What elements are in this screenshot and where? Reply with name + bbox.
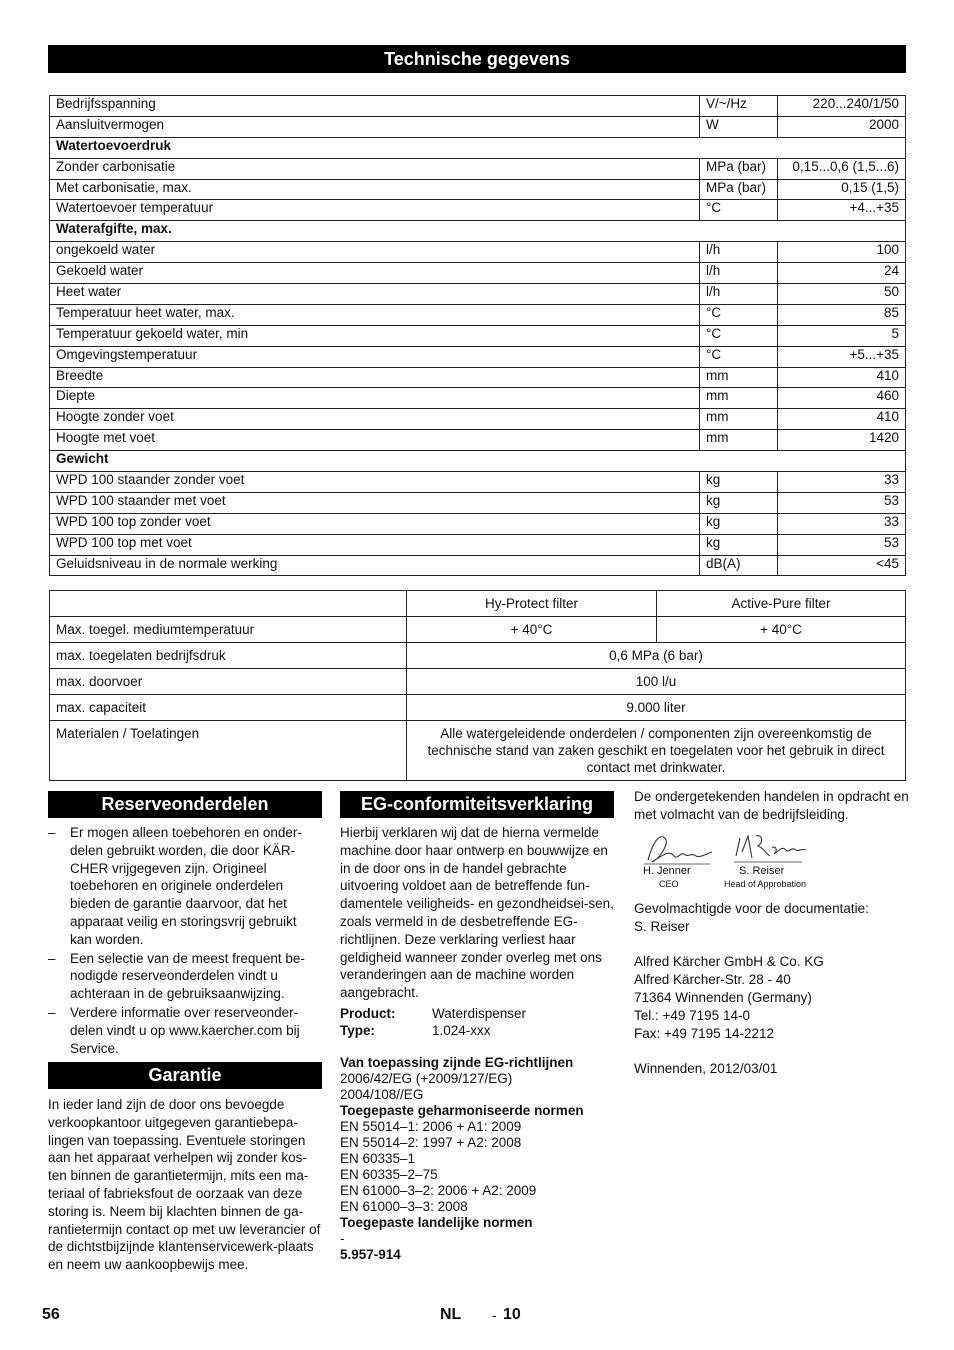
harmonised-item: EN 61000–3–3: 2008: [340, 1199, 468, 1214]
table-row: [50, 116, 906, 137]
spec-unit: °C: [700, 346, 778, 367]
section-title-spare-parts: Reserveonderdelen: [48, 791, 322, 818]
table-row: [50, 430, 906, 451]
spec-unit: °C: [700, 200, 778, 221]
filter-table-row: [50, 695, 906, 721]
list-item: [48, 824, 322, 949]
spec-value: 53: [778, 492, 906, 513]
dash-bullet: –: [48, 950, 56, 966]
spec-unit: dB(A): [700, 555, 778, 576]
spec-label: Heet water: [50, 284, 700, 305]
section-title-warranty: Garantie: [48, 1062, 322, 1089]
signer-name: S. Reiser: [739, 865, 785, 877]
spec-label: Omgevingstemperatuur: [50, 346, 700, 367]
spec-value: 53: [778, 534, 906, 555]
product-info: [340, 1006, 614, 1039]
warranty-text: In ieder land zijn de door ons bevoegde verkoopkantoor uitgegeven garantiebepa-lingen van toepassing. Eventuele storingen aan het apparaat verhelpen wij zonder kos-ten binnen de garantietermijn, mits een ma-teriaal of fabrieksfout de oorzaak van deze storing is. Neem bij klachten binnen de ga-rantietermijn contact op met uw leverancier of de dichtstbijzijnde klantenservicewerk-plaats en neem uw aankoopbewijs mee.: [48, 1097, 321, 1273]
spec-value: 100: [778, 242, 906, 263]
product-value: Waterdispenser: [432, 1006, 527, 1021]
signer-role: CEO: [659, 879, 679, 889]
spec-label: WPD 100 top zonder voet: [50, 513, 700, 534]
table-section-row: [50, 451, 906, 472]
spec-value: 33: [778, 472, 906, 493]
spec-value: 460: [778, 388, 906, 409]
table-row: [50, 388, 906, 409]
spare-parts-list: [48, 824, 322, 1058]
filter-row-value: 100 l/u: [407, 669, 906, 695]
signature-reiser: [730, 828, 810, 868]
directive-item: 2006/42/EG (+2009/127/EG): [340, 1071, 513, 1086]
spec-unit: l/h: [700, 263, 778, 284]
place-date: Winnenden, 2012/03/01: [634, 1061, 778, 1077]
signatory-intro: De ondergetekenden handelen in opdracht en met volmacht van de bedrijfsleiding.: [634, 789, 909, 822]
documentation-name: S. Reiser: [634, 918, 690, 934]
harmonised-heading: Toegepaste geharmoniseerde normen: [340, 1103, 584, 1118]
list-item-text: Een selectie van de meest frequent be-nodigde reserveonderdelen vindt u achteraan in de gebruiksaanwijzing.: [70, 950, 305, 1002]
spec-label: Hoogte met voet: [50, 430, 700, 451]
filter-table-row: [50, 669, 906, 695]
filter-row-label: max. toegelaten bedrijfsdruk: [50, 643, 407, 669]
section-label: Waterafgifte, max.: [50, 221, 906, 242]
table-row: [50, 263, 906, 284]
spec-unit: °C: [700, 325, 778, 346]
spec-label: WPD 100 staander met voet: [50, 492, 700, 513]
spec-unit: mm: [700, 409, 778, 430]
standards-block: [340, 1055, 614, 1263]
table-row: [50, 325, 906, 346]
spec-unit: MPa (bar): [700, 179, 778, 200]
list-item: [48, 950, 322, 1003]
signatures: [634, 828, 834, 892]
directive-item: 2004/108//EG: [340, 1087, 424, 1102]
section-label: Watertoevoerdruk: [50, 137, 906, 158]
company-tel: Tel.: +49 7195 14-0: [634, 1007, 750, 1023]
language-code: NL: [440, 1306, 462, 1323]
spec-unit: V/~/Hz: [700, 96, 778, 117]
spec-unit: mm: [700, 367, 778, 388]
spec-label: Diepte: [50, 388, 700, 409]
spec-value: 33: [778, 513, 906, 534]
filter-table-row: [50, 617, 906, 643]
spec-unit: kg: [700, 513, 778, 534]
harmonised-item: EN 60335–1: [340, 1151, 416, 1166]
table-row: [50, 158, 906, 179]
table-row: [50, 492, 906, 513]
spec-value: 410: [778, 409, 906, 430]
spec-value: +4...+35: [778, 200, 906, 221]
list-item-text: Er mogen alleen toebehoren en onder-delen gebruikt worden, die door KÄR-CHER vrijgegeven zijn. Origineel toebehoren en originele onderdelen bieden de garantie daarvoor, dat het apparaat veilig en storingsvrij gebruikt kan worden.: [70, 825, 302, 947]
document-code: 5.957-914: [340, 1247, 401, 1262]
spec-value: 2000: [778, 116, 906, 137]
signer-role: Head of Approbation: [724, 879, 807, 889]
company-name: Alfred Kärcher GmbH & Co. KG: [634, 954, 824, 970]
spec-value: 5: [778, 325, 906, 346]
spec-label: Aansluitvermogen: [50, 116, 700, 137]
table-row: [50, 346, 906, 367]
spec-unit: l/h: [700, 242, 778, 263]
section-label: Gewicht: [50, 451, 906, 472]
filter-row-value: Alle watergeleidende onderdelen / componenten zijn overeenkomstig de technische stand van zaken geschikt en toegelaten voor het gebruik in direct contact met drinkwater.: [407, 721, 906, 781]
filter-row-label: Materialen / Toelatingen: [50, 721, 407, 781]
spec-label: Temperatuur heet water, max.: [50, 304, 700, 325]
technical-data-table: [49, 95, 906, 576]
spec-label: Gekoeld water: [50, 263, 700, 284]
type-value: 1.024-xxx: [432, 1022, 491, 1038]
table-row: [50, 304, 906, 325]
signer-name: H. Jenner: [643, 865, 691, 877]
harmonised-item: EN 55014–1: 2006 + A1: 2009: [340, 1119, 522, 1134]
company-fax: Fax: +49 7195 14-2212: [634, 1025, 774, 1041]
harmonised-item: EN 61000–3–2: 2006 + A2: 2009: [340, 1183, 537, 1198]
spec-value: <45: [778, 555, 906, 576]
table-row: [50, 200, 906, 221]
spec-label: ongekoeld water: [50, 242, 700, 263]
table-row: [50, 555, 906, 576]
table-row: [50, 242, 906, 263]
harmonised-item: EN 60335–2–75: [340, 1167, 438, 1182]
filter-row-value: 9.000 liter: [407, 695, 906, 721]
spec-value: 0,15 (1,5): [778, 179, 906, 200]
product-row: [340, 1006, 614, 1023]
section-title-ec-declaration: EG-conformiteitsverklaring: [340, 791, 614, 818]
type-label: Type:: [340, 1022, 376, 1038]
filter-table-row: [50, 643, 906, 669]
ec-declaration-text: Hierbij verklaren wij dat de hierna vermelde machine door haar ontwerp en bouwwijze en in de door ons in de handel gebrachte uitvoering voldoet aan de betreffende fun-damentele veiligheids- en gezondheidsei-sen, zoals vermeld in de desbetreffende EG-richtlijnen. Deze verklaring verliest haar geldigheid wanneer zonder overleg met ons veranderingen aan de machine worden aangebracht.: [340, 825, 614, 1001]
spec-label: Bedrijfsspanning: [50, 96, 700, 117]
filter-row-value: + 40°C: [657, 617, 906, 643]
spec-unit: kg: [700, 492, 778, 513]
spec-label: Geluidsniveau in de normale werking: [50, 555, 700, 576]
national-value: -: [340, 1231, 345, 1246]
spec-value: 0,15...0,6 (1,5...6): [778, 158, 906, 179]
spec-unit: °C: [700, 304, 778, 325]
language-page-number: 10: [503, 1306, 521, 1323]
spec-label: Zonder carbonisatie: [50, 158, 700, 179]
footer-separator: -: [492, 1307, 497, 1323]
spec-label: Breedte: [50, 367, 700, 388]
spec-value: 85: [778, 304, 906, 325]
spec-label: WPD 100 top met voet: [50, 534, 700, 555]
spec-unit: W: [700, 116, 778, 137]
table-row: [50, 409, 906, 430]
spec-unit: mm: [700, 388, 778, 409]
national-heading: Toegepaste landelijke normen: [340, 1215, 533, 1230]
spec-value: 220...240/1/50: [778, 96, 906, 117]
product-label: Product:: [340, 1006, 396, 1021]
table-section-row: [50, 137, 906, 158]
spec-label: Hoogte zonder voet: [50, 409, 700, 430]
list-item-text: Verdere informatie over reserveonder-delen vindt u op www.kaercher.com bij Service.: [70, 1004, 300, 1056]
spec-value: 24: [778, 263, 906, 284]
table-row: [50, 96, 906, 117]
spec-unit: MPa (bar): [700, 158, 778, 179]
spec-value: 410: [778, 367, 906, 388]
table-row: [50, 472, 906, 493]
list-item: [48, 1004, 322, 1057]
company-info: [634, 900, 909, 1078]
spec-value: 50: [778, 284, 906, 305]
type-row: [340, 1023, 614, 1040]
table-row: [50, 179, 906, 200]
spec-value: 1420: [778, 430, 906, 451]
filter-row-label: max. capaciteit: [50, 695, 407, 721]
filter-table-row: [50, 721, 906, 781]
spec-unit: l/h: [700, 284, 778, 305]
table-row: [50, 513, 906, 534]
company-city: 71364 Winnenden (Germany): [634, 989, 812, 1005]
filter-row-label: Max. toegel. mediumtemperatuur: [50, 617, 407, 643]
table-row: [50, 284, 906, 305]
filter-row-value: + 40°C: [407, 617, 657, 643]
spec-unit: mm: [700, 430, 778, 451]
spec-unit: kg: [700, 534, 778, 555]
harmonised-item: EN 55014–2: 1997 + A2: 2008: [340, 1135, 522, 1150]
dash-bullet: –: [48, 1004, 56, 1020]
spec-value: +5...+35: [778, 346, 906, 367]
filter-header-active-pure: Active-Pure filter: [657, 591, 906, 617]
spec-label: Temperatuur gekoeld water, min: [50, 325, 700, 346]
dash-bullet: –: [48, 825, 56, 840]
filter-table-header-row: [50, 591, 906, 617]
directives-heading: Van toepassing zijnde EG-richtlijnen: [340, 1055, 574, 1070]
page-number: 56: [42, 1306, 60, 1323]
spec-unit: kg: [700, 472, 778, 493]
section-title-technical-data: Technische gegevens: [48, 45, 906, 73]
filter-header-hy-protect: Hy-Protect filter: [407, 591, 657, 617]
filter-specs-table: [49, 590, 906, 781]
spec-label: Watertoevoer temperatuur: [50, 200, 700, 221]
table-row: [50, 367, 906, 388]
signature-jenner: [640, 830, 720, 870]
filter-table-corner-cell: [50, 591, 407, 617]
spec-label: WPD 100 staander zonder voet: [50, 472, 700, 493]
spec-label: Met carbonisatie, max.: [50, 179, 700, 200]
documentation-label: Gevolmachtigde voor de documentatie:: [634, 901, 869, 916]
company-street: Alfred Kärcher-Str. 28 - 40: [634, 972, 791, 988]
table-section-row: [50, 221, 906, 242]
filter-row-label: max. doorvoer: [50, 669, 407, 695]
filter-row-value: 0,6 MPa (6 bar): [407, 643, 906, 669]
table-row: [50, 534, 906, 555]
